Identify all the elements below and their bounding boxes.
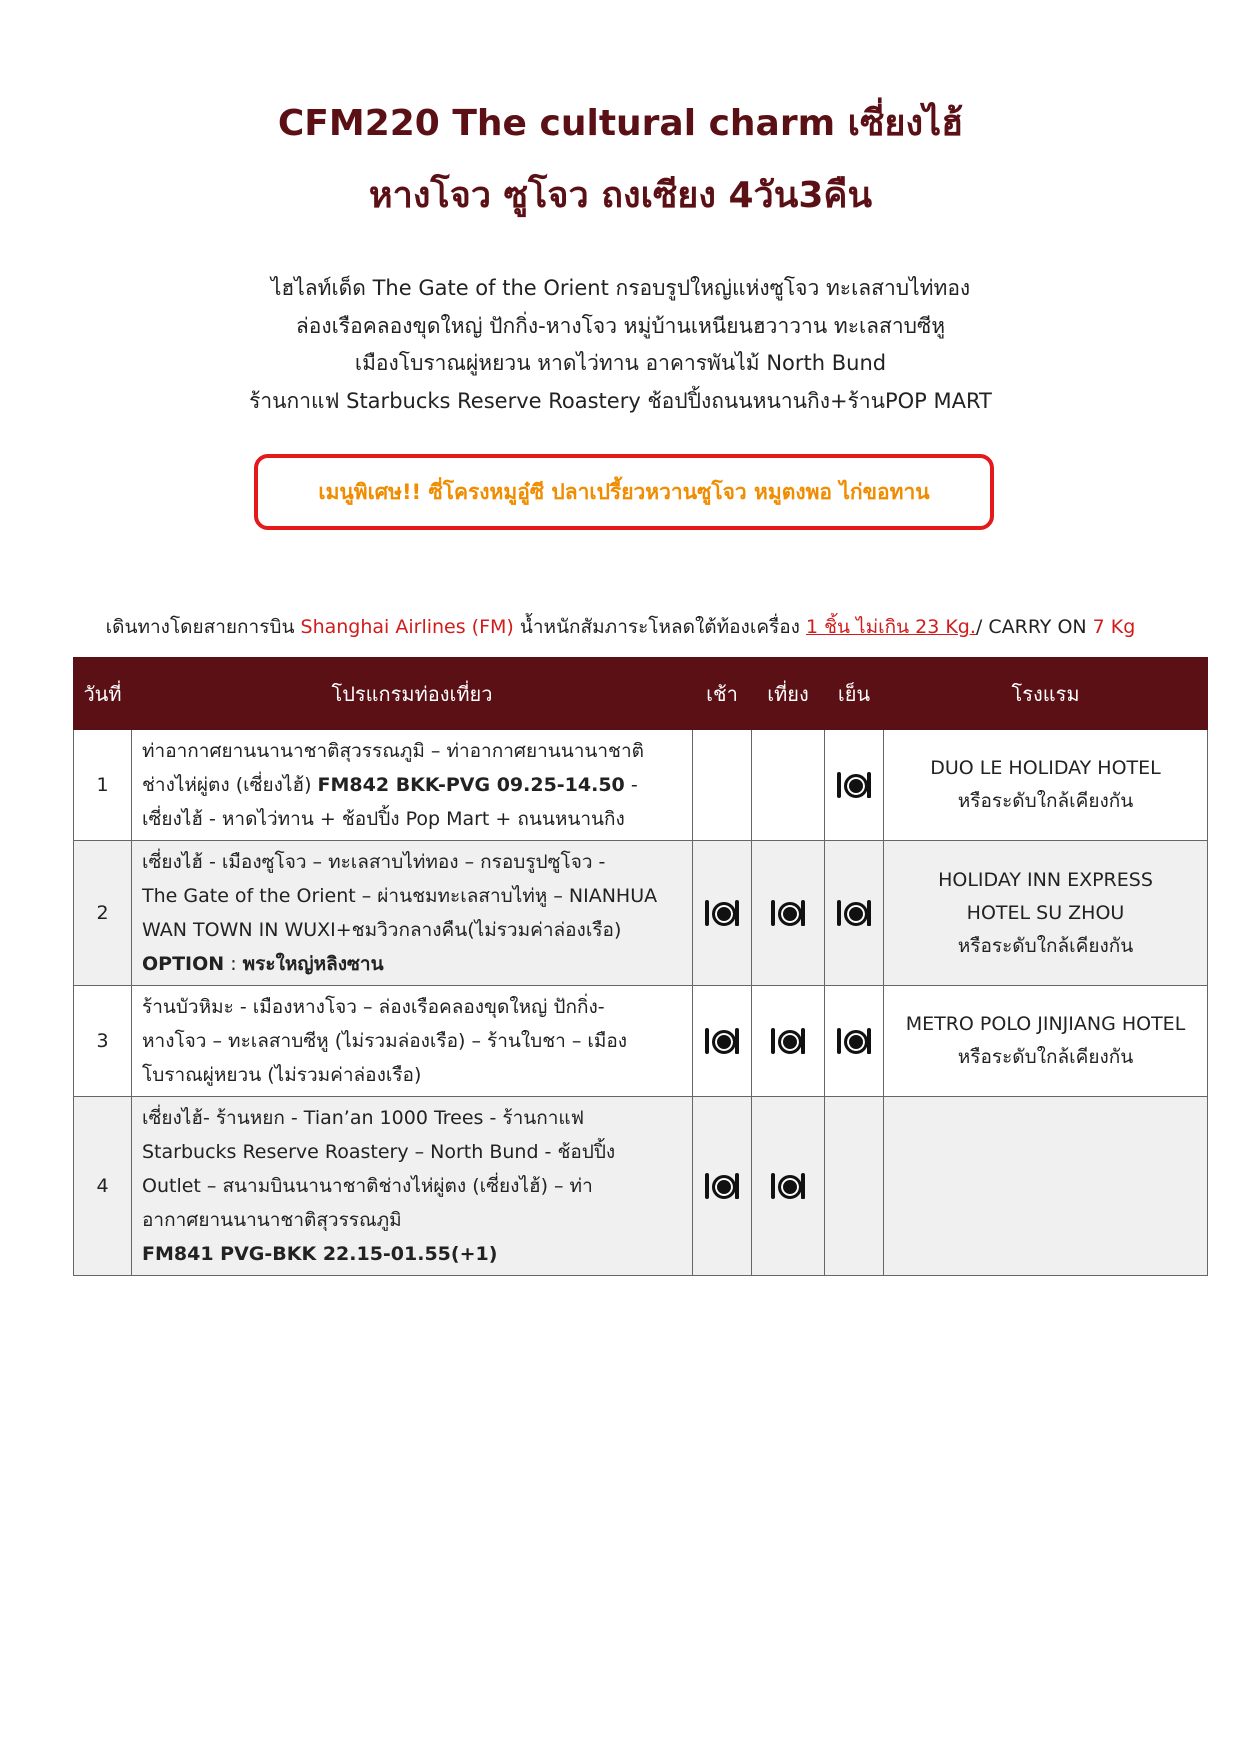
hotel-cell	[884, 986, 1208, 1097]
hotel-cell	[884, 841, 1208, 986]
tour-title-line2: หางโจว ซูโจว ถงเซียง 4วัน3คืน	[368, 175, 873, 216]
highlights	[0, 270, 1241, 420]
table-row	[74, 986, 1208, 1097]
lunch-cell	[752, 986, 825, 1097]
lunch-cell	[752, 841, 825, 986]
header-lunch: เที่ยง	[752, 658, 825, 730]
header-program: โปรแกรมท่องเที่ยว	[132, 658, 693, 730]
hotel-note: หรือระดับใกล้เคียงกัน	[957, 1046, 1134, 1068]
table-header-row	[74, 658, 1208, 730]
dinner-cell	[825, 1097, 884, 1276]
option-value: พระใหญ่หลิงซาน	[242, 953, 384, 975]
special-menu-box	[254, 454, 994, 530]
program-cell	[132, 986, 693, 1097]
day-number: 2	[74, 841, 132, 986]
baggage-text: น้ำหนักสัมภาระโหลดใต้ท้องเครื่อง	[513, 616, 806, 638]
program-line: โบราณผู่หยวน (ไม่รวมค่าล่องเรือ)	[142, 1064, 422, 1086]
program-line: ร้านบัวหิมะ - เมืองหางโจว – ล่องเรือคลองขุดใหญ่ ปักกิ่ง-	[142, 996, 605, 1018]
program-line: Outlet – สนามบินนานาชาติช่างไห่ผู่ตง (เซี่ยงไฮ้) – ท่า	[142, 1175, 593, 1197]
program-line: WAN TOWN IN WUXI+ชมวิวกลางคืน(ไม่รวมค่าล่องเรือ)	[142, 919, 622, 941]
baggage-limit: 1 ชิ้น ไม่เกิน 23 Kg.	[805, 616, 976, 638]
program-cell	[132, 1097, 693, 1276]
lunch-cell	[752, 730, 825, 841]
program-line: The Gate of the Orient – ผ่านชมทะเลสาบไท่หู – NIANHUA	[142, 885, 658, 907]
program-cell	[132, 730, 693, 841]
plate-fork-knife-icon	[770, 1173, 806, 1199]
special-menu-text: เมนูพิเศษ!! ซี่โครงหมูอู๋ซี ปลาเปรี้ยวหวานซูโจว หมูตงพอ ไก่ขอทาน	[318, 479, 930, 504]
airline-info	[0, 612, 1241, 642]
breakfast-cell	[693, 986, 752, 1097]
day-number: 1	[74, 730, 132, 841]
program-cell	[132, 841, 693, 986]
hotel-name: HOTEL SU ZHOU	[966, 901, 1125, 924]
plate-fork-knife-icon	[770, 1028, 806, 1054]
header-breakfast: เช้า	[693, 658, 752, 730]
header-hotel: โรงแรม	[884, 658, 1208, 730]
carry-on-limit: 7 Kg	[1092, 616, 1136, 638]
table-row	[74, 841, 1208, 986]
highlight-line: ล่องเรือคลองขุดใหญ่ ปักกิ่ง-หางโจว หมู่บ้านเหนียนฮวาวาน ทะเลสาบซีหู	[295, 313, 946, 338]
day-number: 4	[74, 1097, 132, 1276]
breakfast-cell	[693, 1097, 752, 1276]
highlight-line: เมืองโบราณผู่หยวน หาดไว่ทาน อาคารพันไม้ North Bund	[354, 351, 887, 375]
plate-fork-knife-icon	[836, 900, 872, 926]
highlight-line: ร้านกาแฟ Starbucks Reserve Roastery ช้อปปิ้งถนนหนานกิง+ร้านPOP MART	[249, 388, 992, 413]
itinerary-table	[73, 657, 1208, 1276]
breakfast-cell	[693, 730, 752, 841]
breakfast-cell	[693, 841, 752, 986]
airline-name: Shanghai Airlines (FM)	[300, 616, 514, 638]
hotel-cell	[884, 1097, 1208, 1276]
plate-fork-knife-icon	[836, 772, 872, 798]
dinner-cell	[825, 841, 884, 986]
program-line: เซี่ยงไฮ้ - เมืองซูโจว – ทะเลสาบไท่ทอง – กรอบรูปซูโจว -	[142, 851, 606, 873]
hotel-cell	[884, 730, 1208, 841]
hotel-name: METRO POLO JINJIANG HOTEL	[905, 1013, 1186, 1035]
program-line: หางโจว – ทะเลสาบซีหู (ไม่รวมล่องเรือ) – ร้านใบชา – เมือง	[142, 1030, 628, 1052]
dinner-cell	[825, 730, 884, 841]
hotel-name: HOLIDAY INN EXPRESS	[938, 868, 1153, 891]
option-label: OPTION	[142, 953, 225, 975]
program-line: อากาศยานนานาชาติสุวรรณภูมิ	[142, 1209, 402, 1231]
hotel-name: DUO LE HOLIDAY HOTEL	[930, 757, 1161, 779]
header-dinner: เย็น	[825, 658, 884, 730]
lunch-cell	[752, 1097, 825, 1276]
highlight-line: ไฮไลท์เด็ด The Gate of the Orient กรอบรูปใหญ่แห่งซูโจว ทะเลสาบไท่ทอง	[270, 276, 971, 300]
plate-fork-knife-icon	[770, 900, 806, 926]
plate-fork-knife-icon	[836, 1028, 872, 1054]
program-text: ช่างไห่ผู่ตง (เซี่ยงไฮ้)	[142, 774, 318, 796]
flight-info: FM842 BKK-PVG 09.25-14.50	[317, 774, 625, 796]
hotel-note: หรือระดับใกล้เคียงกัน	[957, 790, 1134, 812]
plate-fork-knife-icon	[704, 1173, 740, 1199]
dinner-cell	[825, 986, 884, 1097]
hotel-note: หรือระดับใกล้เคียงกัน	[957, 934, 1134, 957]
tour-title-line1: CFM220 The cultural charm เซี่ยงไฮ้	[277, 103, 964, 144]
carry-on-text: / CARRY ON	[975, 616, 1093, 638]
program-line: ท่าอากาศยานนานาชาติสุวรรณภูมิ – ท่าอากาศยานนานาชาติ	[142, 740, 644, 762]
plate-fork-knife-icon	[704, 1028, 740, 1054]
table-row	[74, 1097, 1208, 1276]
day-number: 3	[74, 986, 132, 1097]
table-row	[74, 730, 1208, 841]
flight-info: FM841 PVG-BKK 22.15-01.55(+1)	[142, 1243, 498, 1265]
plate-fork-knife-icon	[704, 900, 740, 926]
header-day: วันที่	[74, 658, 132, 730]
option-separator: :	[224, 953, 243, 975]
program-text: -	[624, 774, 638, 796]
program-line: Starbucks Reserve Roastery – North Bund - ช้อปปิ้ง	[142, 1141, 616, 1163]
option-line	[142, 947, 682, 981]
airline-prefix: เดินทางโดยสายการบิน	[105, 616, 301, 638]
program-line	[142, 768, 682, 802]
program-line: เซี่ยงไฮ้ - หาดไว่ทาน + ช้อปปิ้ง Pop Mart + ถนนหนานกิง	[142, 808, 625, 830]
program-line: เซี่ยงไฮ้- ร้านหยก - Tian’an 1000 Trees - ร้านกาแฟ	[142, 1107, 585, 1129]
